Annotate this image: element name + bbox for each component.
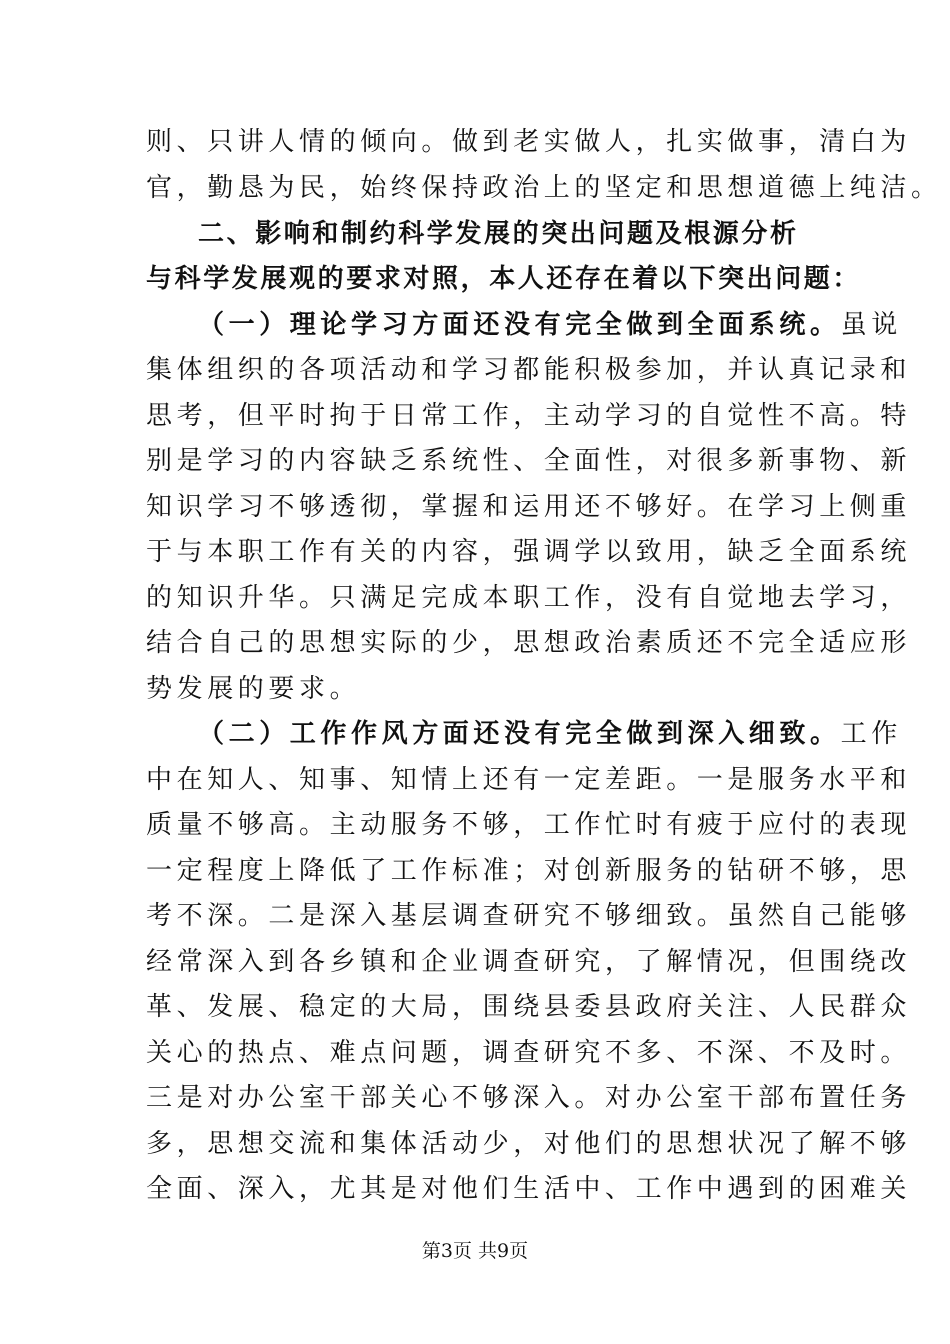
section-heading: 二、影响和制约科学发展的突出问题及根源分析 <box>198 219 799 249</box>
body-text-line: 经常深入到各乡镇和企业调查研究，了解情况，但围绕改 <box>146 947 912 977</box>
body-text-line: 革、发展、稳定的大局，围绕县委县政府关注、人民群众 <box>146 992 912 1022</box>
page-number-footer: 第3页 共9页 <box>421 1240 529 1262</box>
body-text-line: 集体组织的各项活动和学习都能积极参加，并认真记录和 <box>146 355 912 385</box>
body-text-line: 中在知人、知事、知情上还有一定差距。一是服务水平和 <box>146 765 912 795</box>
body-text-line: 多，思想交流和集体活动少，对他们的思想状况了解不够 <box>146 1129 912 1159</box>
subsection-heading: （一）理论学习方面还没有完全做到全面系统。 <box>198 310 841 340</box>
body-text-line: 别是学习的内容缺乏系统性、全面性，对很多新事物、新 <box>146 446 912 476</box>
body-text-line: 三是对办公室干部关心不够深入。对办公室干部布置任务 <box>146 1083 912 1113</box>
body-text-line: 思考，但平时拘于日常工作，主动学习的自觉性不高。特 <box>146 401 912 431</box>
body-text-line: 质量不够高。主动服务不够，工作忙时有疲于应付的表现 <box>146 810 912 840</box>
body-text-line: 势发展的要求。 <box>146 674 361 704</box>
subsection-heading: （二）工作作风方面还没有完全做到深入细致。 <box>198 719 841 749</box>
body-text: 工作 <box>840 719 902 749</box>
body-text-line: 考不深。二是深入基层调查研究不够细致。虽然自己能够 <box>146 901 912 931</box>
body-text-line: 一定程度上降低了工作标准；对创新服务的钻研不够，思 <box>146 856 912 886</box>
body-text: 虽说 <box>840 310 902 340</box>
body-text-line: 知识学习不够透彻，掌握和运用还不够好。在学习上侧重 <box>146 492 912 522</box>
body-text-line: 全面、深入，尤其是对他们生活中、工作中遇到的困难关 <box>146 1174 912 1204</box>
body-text-line: 结合自己的思想实际的少，思想政治素质还不完全适应形 <box>146 628 912 658</box>
body-text-line: 于与本职工作有关的内容，强调学以致用，缺乏全面系统 <box>146 537 912 567</box>
intro-line: 与科学发展观的要求对照，本人还存在着以下突出问题： <box>146 264 862 294</box>
body-text-line: 的知识升华。只满足完成本职工作，没有自觉地去学习， <box>146 583 912 613</box>
subsection-first-line <box>198 714 902 754</box>
body-text-line: 官，勤恳为民，始终保持政治上的坚定和思想道德上纯洁。 <box>146 173 942 203</box>
body-text-line: 关心的热点、难点问题，调查研究不多、不深、不及时。 <box>146 1038 912 1068</box>
body-text-line: 则、只讲人情的倾向。做到老实做人，扎实做事，清白为 <box>146 127 912 157</box>
subsection-first-line <box>198 305 902 345</box>
